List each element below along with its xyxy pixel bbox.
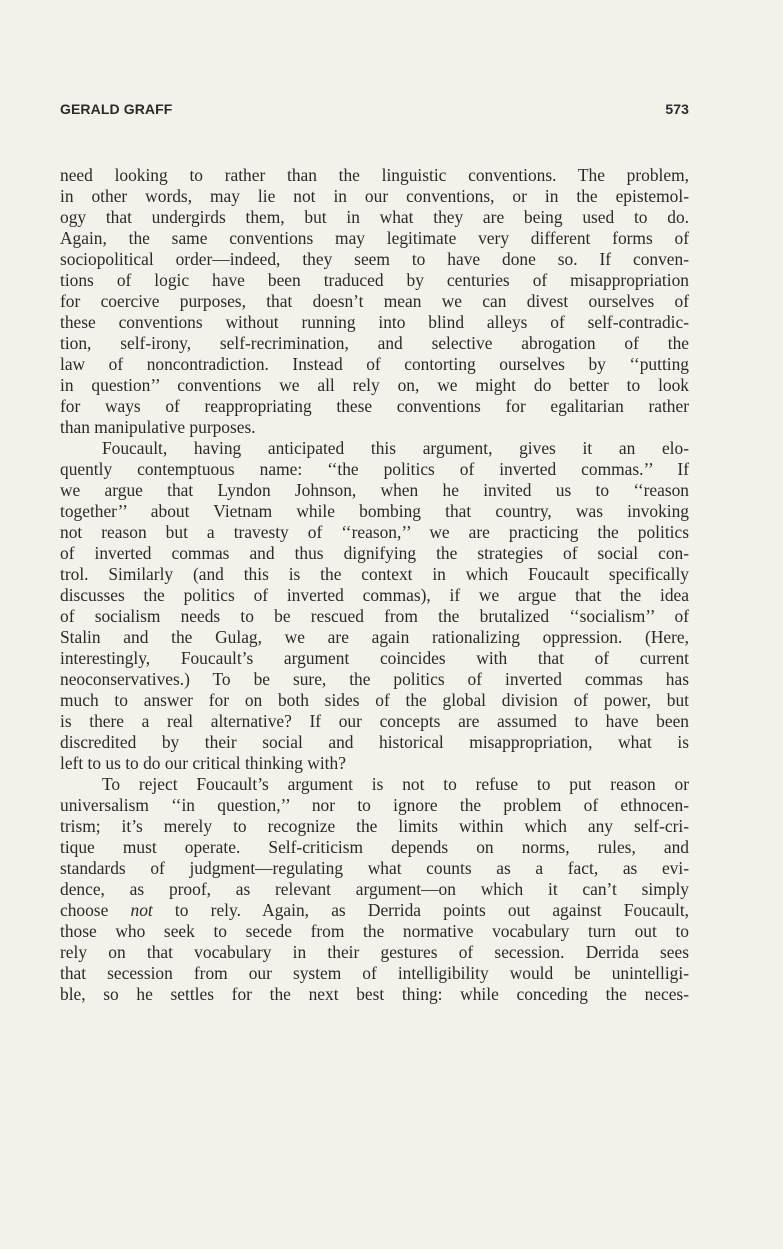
- text-line: tique must operate. Self-criticism depends on norms, rules, and: [60, 837, 689, 857]
- text-line: Again, the same conventions may legitimate very different forms of: [60, 228, 689, 248]
- text-line: standards of judgment—regulating what counts as a fact, as evi-: [60, 858, 689, 878]
- text-line: these conventions without running into blind alleys of self-contradic-: [60, 312, 689, 332]
- text-line: universalism ‘‘in question,’’ nor to ignore the problem of ethnocen-: [60, 795, 689, 815]
- text-line: trism; it’s merely to recognize the limits within which any self-cri-: [60, 816, 689, 836]
- text-line: discusses the politics of inverted commas), if we argue that the idea: [60, 585, 689, 605]
- text-line: need looking to rather than the linguistic conventions. The problem,: [60, 165, 689, 185]
- text-line: than manipulative purposes.: [60, 417, 256, 437]
- running-head-author: GERALD GRAFF: [60, 101, 173, 117]
- text-line: tions of logic have been traduced by centuries of misappropriation: [60, 270, 689, 290]
- text-line: left to us to do our critical thinking with?: [60, 753, 346, 773]
- paragraph: [60, 165, 689, 438]
- page-number: 573: [665, 101, 689, 117]
- text-line: we argue that Lyndon Johnson, when he invited us to ‘‘reason: [60, 480, 689, 500]
- text-line: sociopolitical order—indeed, they seem to have done so. If conven-: [60, 249, 689, 269]
- text-line: To reject Foucault’s argument is not to refuse to put reason or: [102, 774, 689, 794]
- text-line: that secession from our system of intelligibility would be unintelligi-: [60, 963, 689, 983]
- text-line: Stalin and the Gulag, we are again rationalizing oppression. (Here,: [60, 627, 689, 647]
- text-line: interestingly, Foucault’s argument coincides with that of current: [60, 648, 689, 668]
- text-line: dence, as proof, as relevant argument—on which it can’t simply: [60, 879, 689, 899]
- text-line: together’’ about Vietnam while bombing that country, was invoking: [60, 501, 689, 521]
- text-line: tion, self-irony, self-recrimination, and selective abrogation of the: [60, 333, 689, 353]
- text-line: for coercive purposes, that doesn’t mean we can divest ourselves of: [60, 291, 689, 311]
- text-line: for ways of reappropriating these conventions for egalitarian rather: [60, 396, 689, 416]
- text-line: those who seek to secede from the normative vocabulary turn out to: [60, 921, 689, 941]
- emphasis: not: [130, 900, 153, 920]
- text-line: choose not to rely. Again, as Derrida points out against Foucault,: [60, 900, 689, 920]
- text-line: quently contemptuous name: ‘‘the politics of inverted commas.’’ If: [60, 459, 689, 479]
- text-line: rely on that vocabulary in their gestures of secession. Derrida sees: [60, 942, 689, 962]
- text-line: is there a real alternative? If our concepts are assumed to have been: [60, 711, 689, 731]
- text-line: law of noncontradiction. Instead of contorting ourselves by ‘‘putting: [60, 354, 689, 374]
- text-line: ble, so he settles for the next best thing: while conceding the neces-: [60, 984, 689, 1004]
- text-line: discredited by their social and historical misappropriation, what is: [60, 732, 689, 752]
- paragraph: [60, 438, 689, 774]
- text-line: in question’’ conventions we all rely on, we might do better to look: [60, 375, 689, 395]
- text-line: not reason but a travesty of ‘‘reason,’’ we are practicing the politics: [60, 522, 689, 542]
- text-line: trol. Similarly (and this is the context in which Foucault specifically: [60, 564, 689, 584]
- text-line: of inverted commas and thus dignifying the strategies of social con-: [60, 543, 689, 563]
- text-line: of socialism needs to be rescued from the brutalized ‘‘socialism’’ of: [60, 606, 689, 626]
- running-head: [60, 101, 689, 121]
- body-text: [60, 165, 689, 1005]
- text-line: in other words, may lie not in our conventions, or in the epistemol-: [60, 186, 689, 206]
- text-line: ogy that undergirds them, but in what they are being used to do.: [60, 207, 689, 227]
- text-line: neoconservatives.) To be sure, the politics of inverted commas has: [60, 669, 689, 689]
- text-line: much to answer for on both sides of the global division of power, but: [60, 690, 689, 710]
- paragraph: [60, 774, 689, 1005]
- text-line: Foucault, having anticipated this argument, gives it an elo-: [102, 438, 689, 458]
